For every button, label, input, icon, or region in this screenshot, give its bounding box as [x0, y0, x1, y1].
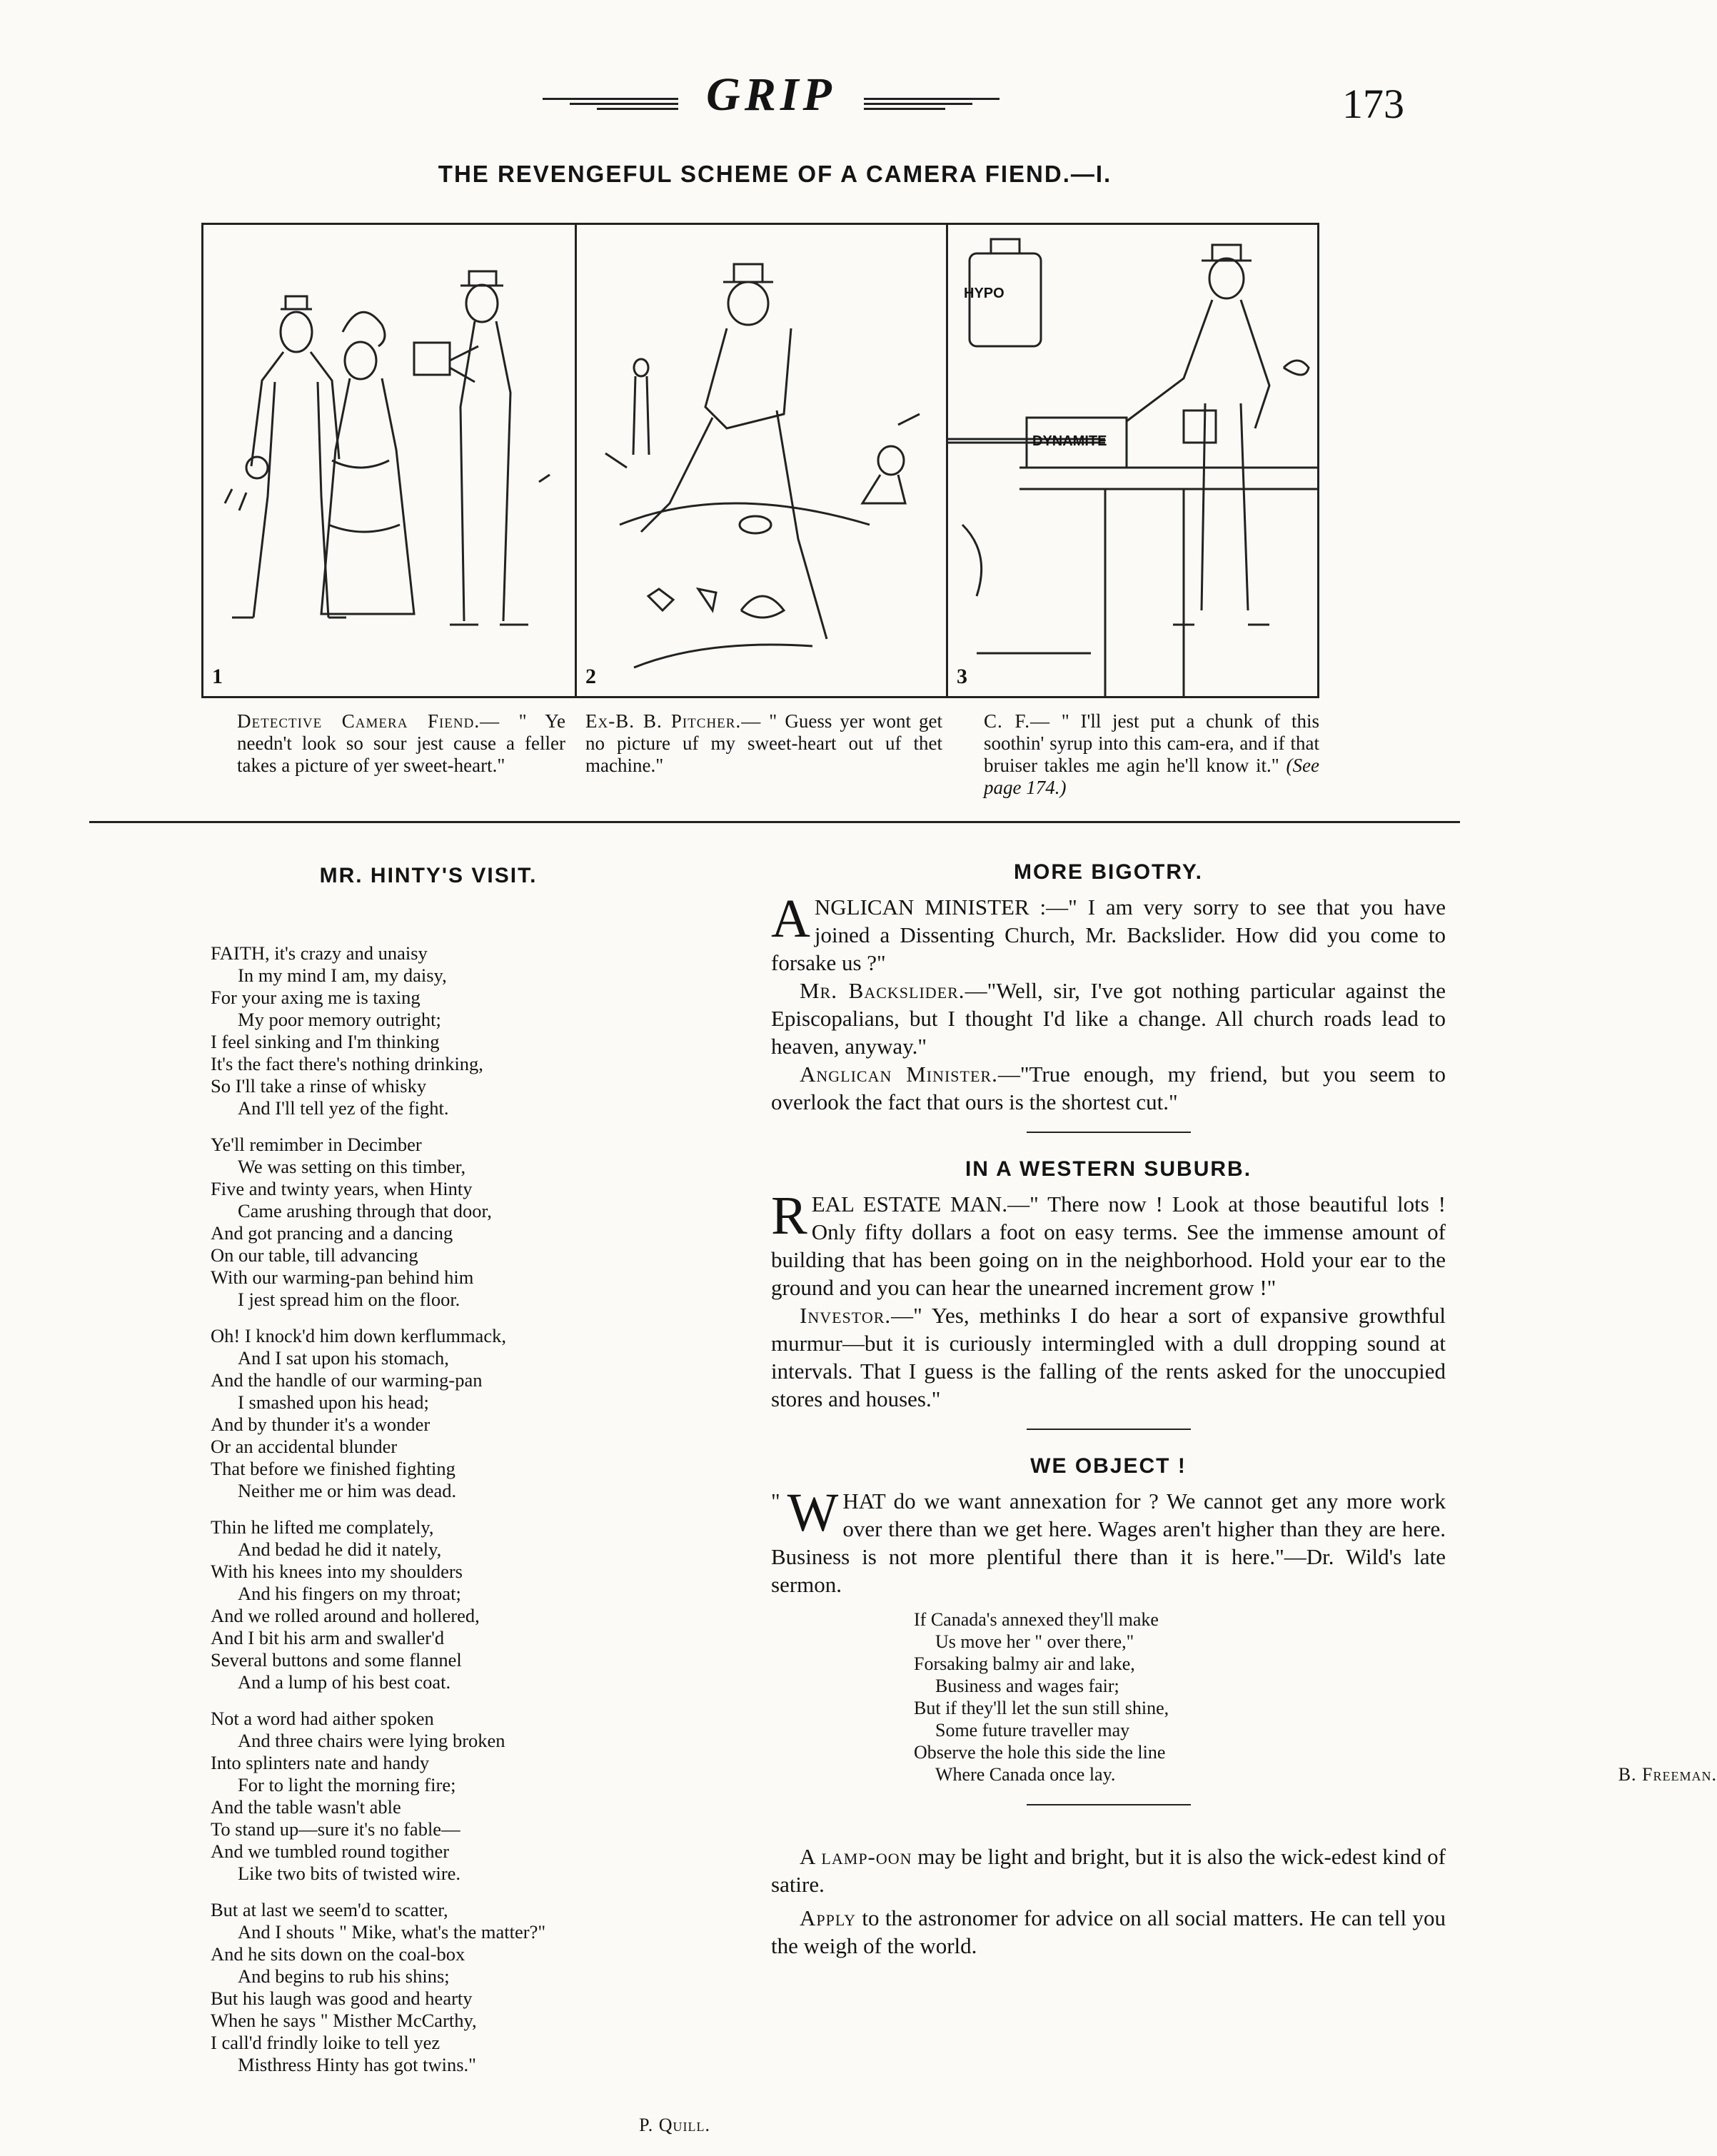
- suburb-title: IN A WESTERN SUBURB.: [965, 1157, 1252, 1181]
- object-title: WE OBJECT !: [1030, 1454, 1187, 1478]
- quip-2-lead: Apply: [800, 1905, 856, 1930]
- rule-3: [1027, 1804, 1191, 1805]
- poem-author: P. Quill.: [639, 2115, 710, 2135]
- panel-3-number: 3: [957, 665, 967, 688]
- bigotry-para-2-text: —"Well, sir, I've got nothing particular against the Episcopalians, but I thought I'd like a change. All church roads lead to heaven, anyway.": [771, 978, 1446, 1059]
- section-divider: [89, 821, 1460, 823]
- masthead-title: GRIP: [706, 69, 836, 121]
- poem-line: Several buttons and some flannel: [211, 1649, 462, 1671]
- bigotry-para-1: [771, 889, 1446, 977]
- poem-line: And got prancing and a dancing: [211, 1222, 453, 1244]
- rule-2: [1027, 1429, 1191, 1430]
- caption-2-text: " Guess yer wont get no picture uf my sweet-heart out uf thet machine.": [585, 710, 942, 776]
- poem-line: And I'll tell yez of the fight.: [238, 1097, 449, 1119]
- verse-line: But if they'll let the sun still shine,: [914, 1698, 1169, 1718]
- poem-line: With our warming-pan behind him: [211, 1266, 474, 1288]
- poem-line: For to light the morning fire;: [238, 1774, 456, 1795]
- poem-line: Thin he lifted me complately,: [211, 1516, 434, 1538]
- poem-line: My poor memory outright;: [238, 1009, 441, 1030]
- bigotry-para-2: [771, 977, 1446, 1060]
- poem-line: It's the fact there's nothing drinking,: [211, 1053, 483, 1074]
- object-author: B. Freeman.: [1618, 1764, 1717, 1785]
- poem-line: And the handle of our warming-pan: [211, 1369, 483, 1391]
- verse-line: Some future traveller may: [935, 1720, 1130, 1741]
- object-open-quote: ": [771, 1488, 780, 1513]
- panel-1-illustration: [203, 225, 575, 696]
- object-verse: [914, 1608, 1446, 1785]
- poem-line: For your axing me is taxing: [211, 987, 421, 1008]
- bigotry-article: [771, 889, 1446, 1116]
- dynamite-box-label: DYNAMITE: [1032, 433, 1107, 449]
- poem-line: Misthress Hinty has got twins.": [238, 2054, 476, 2075]
- poem-line: And three chairs were lying broken: [238, 1730, 505, 1751]
- poem-line: And bedad he did it nately,: [238, 1538, 442, 1560]
- quip-1: [771, 1843, 1446, 1898]
- bigotry-para-3-text: —"True enough, my friend, but you seem to overlook the fact that ours is the shortest cut.": [771, 1062, 1446, 1114]
- suburb-para-2-text: —" Yes, methinks I do hear a sort of expansive growthful murmur—but it is curiously intermingled with a dull dropping sound at intervals. That I guess is the falling of the rents asked for the unoccupied stores and houses.": [771, 1303, 1446, 1411]
- poem-line: FAITH, it's crazy and unaisy: [211, 942, 428, 964]
- caption-1-speaker: Detective Camera Fiend.—: [237, 710, 500, 732]
- poem-stanza: [211, 1708, 739, 1885]
- verse-line: Where Canada once lay.: [935, 1764, 1116, 1785]
- suburb-para-1: [771, 1186, 1446, 1301]
- suburb-para-2: [771, 1301, 1446, 1413]
- cartoon-panel-1: [203, 225, 575, 696]
- right-column: [771, 860, 1717, 1960]
- caption-3-speaker: C. F.—: [984, 710, 1051, 732]
- object-verse-block: [914, 1608, 1717, 1785]
- poem-line: Or an accidental blunder: [211, 1436, 398, 1457]
- poem-title: MR. HINTY'S VISIT.: [319, 864, 538, 887]
- poem-stanza: [211, 1899, 739, 2076]
- caption-1-text: " Ye needn't look so sour jest cause a feller takes a picture of yer sweet-heart.": [237, 710, 565, 776]
- panel-2-number: 2: [585, 665, 596, 688]
- poem-line: And we rolled around and hollered,: [211, 1605, 480, 1626]
- cartoon-title: THE REVENGEFUL SCHEME OF A CAMERA FIEND.—I.: [438, 161, 1112, 187]
- caption-panel-3: [984, 710, 1319, 799]
- page-number: 173: [1342, 81, 1404, 127]
- poem-line: I smashed upon his head;: [238, 1391, 429, 1413]
- poem-stanza: [211, 1516, 739, 1693]
- poem-line: I feel sinking and I'm thinking: [211, 1031, 440, 1052]
- poem-line: We was setting on this timber,: [238, 1156, 466, 1177]
- cartoon-panels: [201, 223, 1319, 698]
- bigotry-para-3-speaker: Anglican Minister.: [800, 1062, 998, 1087]
- bigotry-para-1-text: NGLICAN MINISTER :—" I am very sorry to see that you have joined a Dissenting Church, Mr. Backslider. How did you come to forsake us ?": [771, 895, 1446, 975]
- caption-3-ref: (See page 174.): [984, 755, 1319, 798]
- poem-line: Came arushing through that door,: [238, 1200, 492, 1221]
- suburb-para-2-speaker: Investor.: [800, 1303, 892, 1328]
- cartoon-panel-2: [575, 225, 948, 696]
- object-para-1: [771, 1483, 1446, 1598]
- poem-line: Five and twinty years, when Hinty: [211, 1178, 473, 1199]
- poem-line: But at last we seem'd to scatter,: [211, 1899, 448, 1920]
- poem-line: And the table wasn't able: [211, 1796, 401, 1818]
- poem-line: That before we finished fighting: [211, 1458, 455, 1479]
- caption-panel-1: [237, 710, 565, 777]
- poem-line: Not a word had aither spoken: [211, 1708, 434, 1729]
- bigotry-para-2-speaker: Mr. Backslider.: [800, 978, 965, 1003]
- bigotry-title: MORE BIGOTRY.: [1014, 860, 1203, 884]
- suburb-para-1-text: EAL ESTATE MAN.—" There now ! Look at those beautiful lots ! Only fifty dollars a foot on easy terms. See the immense amount of building that has been going on in the neighborhood. Hold your ear to the ground and you can hear the unearned increment grow !": [771, 1192, 1446, 1300]
- suburb-article: [771, 1186, 1446, 1413]
- cartoon-panel-3: [946, 225, 1319, 696]
- panel-1-number: 1: [212, 665, 223, 688]
- poem-line: With his knees into my shoulders: [211, 1561, 463, 1582]
- poem-line: Oh! I knock'd him down kerflummack,: [211, 1325, 506, 1346]
- poem-line: I call'd frindly loike to tell yez: [211, 2032, 440, 2053]
- verse-line: Business and wages fair;: [935, 1676, 1119, 1696]
- poem-line: And he sits down on the coal-box: [211, 1943, 465, 1965]
- poem-line: On our table, till advancing: [211, 1244, 418, 1266]
- verse-line: Us move her " over there,": [935, 1631, 1134, 1652]
- poem-line: I jest spread him on the floor.: [238, 1289, 460, 1310]
- poem-line: And we tumbled round togither: [211, 1840, 450, 1862]
- caption-2-speaker: Ex-B. B. Pitcher.—: [585, 710, 762, 732]
- poem-line: In my mind I am, my daisy,: [238, 964, 447, 986]
- verse-line: Forsaking balmy air and lake,: [914, 1653, 1135, 1674]
- object-dropcap: W: [787, 1483, 839, 1543]
- caption-panel-2: [585, 710, 942, 777]
- poem-line: And his fingers on my throat;: [238, 1583, 461, 1604]
- poem-line: And I bit his arm and swaller'd: [211, 1627, 445, 1648]
- poem-line: But his laugh was good and hearty: [211, 1988, 473, 2009]
- poem-body: [211, 898, 739, 2135]
- poem-line: And I sat upon his stomach,: [238, 1347, 449, 1369]
- poem-line: Into splinters nate and handy: [211, 1752, 430, 1773]
- bigotry-para-3: [771, 1060, 1446, 1116]
- poem-line: And a lump of his best coat.: [238, 1671, 451, 1693]
- quip-1-text: may be light and bright, but it is also the wick-edest kind of satire.: [771, 1844, 1446, 1897]
- poem-line: Neither me or him was dead.: [238, 1480, 457, 1501]
- poem-line: To stand up—sure it's no fable—: [211, 1818, 460, 1840]
- bigotry-dropcap: A: [771, 889, 810, 949]
- panel-2-illustration: [577, 225, 948, 696]
- rule-1: [1027, 1132, 1191, 1133]
- poem-line: When he says " Misther McCarthy,: [211, 2010, 477, 2031]
- quip-1-lead: A lamp-oon: [800, 1844, 912, 1869]
- caption-3-text: " I'll jest put a chunk of this soothin' syrup into this cam-era, and if that bruiser takles me agin he'll know it.": [984, 710, 1319, 776]
- poem-stanzas: [211, 942, 739, 2076]
- poem-line: Ye'll remimber in Decimber: [211, 1134, 422, 1155]
- quip-2-text: to the astronomer for advice on all social matters. He can tell you the weigh of the world.: [771, 1905, 1446, 1958]
- quip-2: [771, 1904, 1446, 1960]
- poem-line: So I'll take a rinse of whisky: [211, 1075, 427, 1097]
- verse-line: If Canada's annexed they'll make: [914, 1609, 1159, 1630]
- poem-stanza: [211, 1134, 739, 1311]
- suburb-dropcap: R: [771, 1186, 807, 1246]
- poem-stanza: [211, 942, 739, 1119]
- poem-line: And begins to rub his shins;: [238, 1965, 450, 1987]
- masthead: [0, 68, 1550, 132]
- hypo-bottle-label: HYPO: [964, 286, 1004, 301]
- poem-line: And I shouts " Mike, what's the matter?": [238, 1921, 546, 1943]
- masthead-rule-right: [864, 98, 1000, 113]
- object-article: [771, 1483, 1446, 1598]
- verse-line: Observe the hole this side the line: [914, 1742, 1166, 1763]
- poem-stanza: [211, 1325, 739, 1502]
- object-para-1-text: HAT do we want annexation for ? We cannot get any more work over there than we get here. Wages aren't higher than they are here. Business is not more plentiful there than it is here."—Dr. Wild's late sermon.: [771, 1488, 1446, 1597]
- poem-line: And by thunder it's a wonder: [211, 1414, 430, 1435]
- poem-line: Like two bits of twisted wire.: [238, 1863, 461, 1884]
- masthead-rule-left: [543, 98, 678, 113]
